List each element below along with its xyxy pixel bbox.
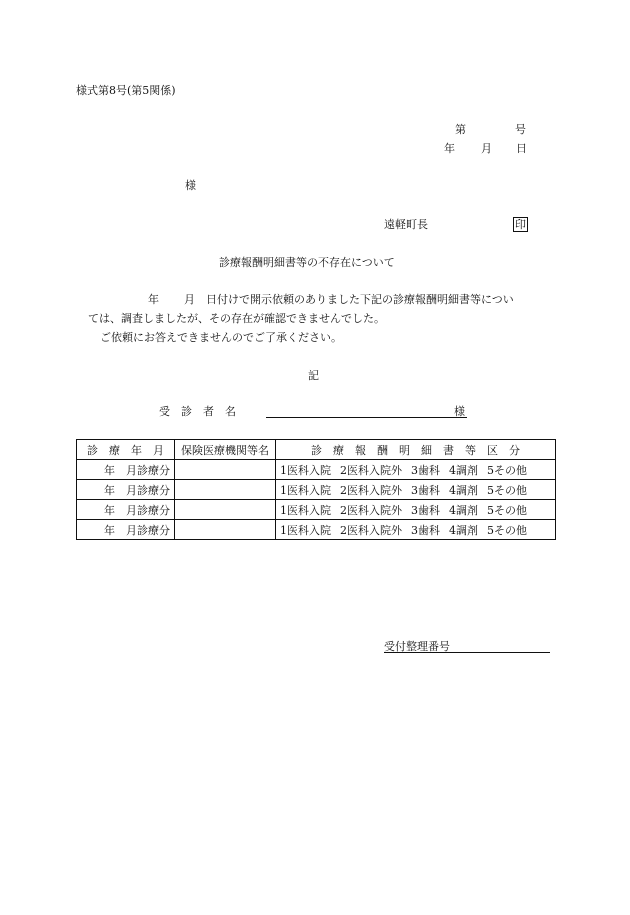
- category-option: 1医科入院: [280, 483, 331, 497]
- seal-label: 印: [515, 218, 526, 231]
- receipt-number-label: 受付整理番号: [384, 640, 450, 653]
- table-row: [77, 520, 556, 540]
- category-option: 4調剤: [449, 503, 478, 517]
- category-option: 4調剤: [449, 483, 478, 497]
- addressee-suffix: 様: [185, 179, 196, 192]
- date-year: 年: [444, 142, 455, 155]
- body-year: 年: [148, 293, 159, 306]
- category-option: 5その他: [487, 463, 527, 477]
- row-categories: [276, 460, 556, 480]
- sender-name: 遠軽町長: [384, 218, 428, 231]
- row-categories: [276, 480, 556, 500]
- category-option: 2医科入院外: [340, 523, 402, 537]
- category-option: 4調剤: [449, 463, 478, 477]
- category-option: 2医科入院外: [340, 483, 402, 497]
- doc-number-dai: 第: [455, 123, 466, 136]
- row-categories: [276, 520, 556, 540]
- row-categories: [276, 500, 556, 520]
- category-option: 3歯科: [411, 483, 440, 497]
- doc-number-go: 号: [515, 123, 526, 136]
- category-option: 4調剤: [449, 523, 478, 537]
- patient-name-line: [266, 417, 467, 418]
- category-option: 3歯科: [411, 463, 440, 477]
- table-row: [77, 500, 556, 520]
- ki-heading: 記: [308, 369, 319, 382]
- document-title: 診療報酬明細書等の不存在について: [219, 256, 395, 269]
- header-month: 診 療 年 月: [77, 440, 175, 460]
- table-header-row: [77, 440, 556, 460]
- receipt-number-line: [384, 652, 550, 653]
- category-option: 1医科入院: [280, 463, 331, 477]
- body-line3: ご依頼にお答えできませんのでご了承ください。: [100, 331, 342, 344]
- category-option: 3歯科: [411, 503, 440, 517]
- row-institution: [175, 500, 276, 520]
- patient-name-label: 受 診 者 名: [159, 405, 236, 418]
- category-option: 2医科入院外: [340, 463, 402, 477]
- row-month: 年 月診療分: [77, 500, 175, 520]
- category-option: 1医科入院: [280, 523, 331, 537]
- row-institution: [175, 460, 276, 480]
- row-month: 年 月診療分: [77, 520, 175, 540]
- category-option: 2医科入院外: [340, 503, 402, 517]
- category-option: 5その他: [487, 523, 527, 537]
- category-option: 3歯科: [411, 523, 440, 537]
- body-line1: 日付けで開示依頼のありました下記の診療報酬明細書等につい: [206, 293, 514, 306]
- date-month: 月: [481, 142, 492, 155]
- row-institution: [175, 520, 276, 540]
- header-category: 診 療 報 酬 明 細 書 等 区 分: [276, 440, 556, 460]
- patient-name-suffix: 様: [454, 405, 465, 418]
- table-row: [77, 460, 556, 480]
- claims-table: [76, 439, 556, 540]
- category-option: 5その他: [487, 503, 527, 517]
- table-row: [77, 480, 556, 500]
- row-month: 年 月診療分: [77, 480, 175, 500]
- date-day: 日: [516, 142, 527, 155]
- body-line2: ては、調査しましたが、その存在が確認できませんでした。: [88, 312, 385, 325]
- category-option: 1医科入院: [280, 503, 331, 517]
- category-option: 5その他: [487, 483, 527, 497]
- row-month: 年 月診療分: [77, 460, 175, 480]
- form-id: 様式第8号(第5関係): [76, 84, 176, 97]
- header-institution: 保険医療機関等名: [175, 440, 276, 460]
- row-institution: [175, 480, 276, 500]
- seal-mark: [513, 217, 528, 232]
- body-month: 月: [184, 293, 195, 306]
